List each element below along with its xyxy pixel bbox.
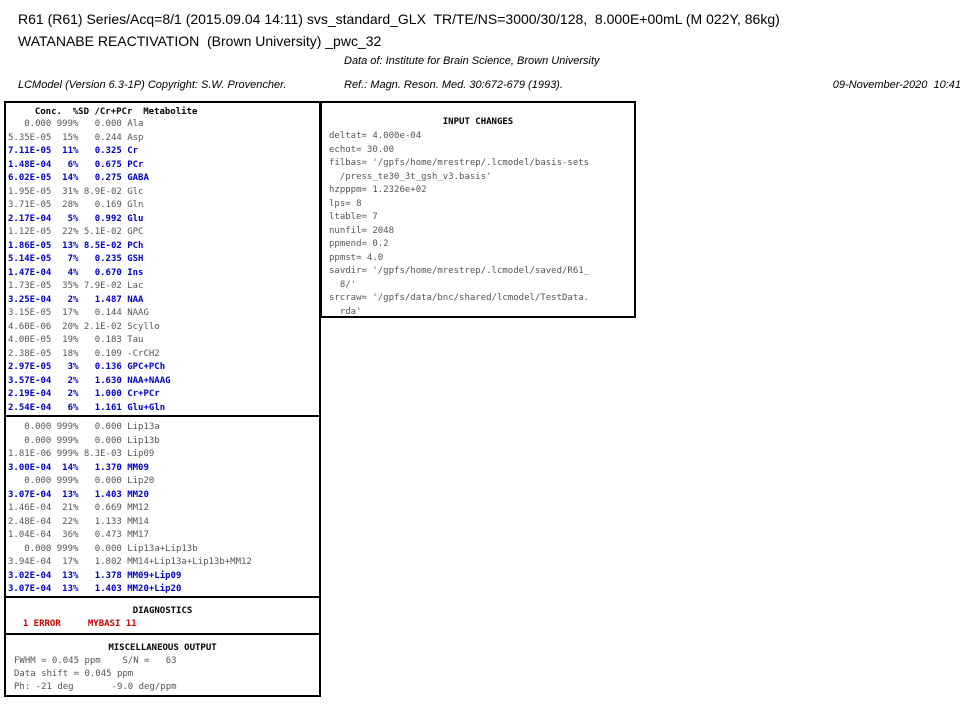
input-changes-title: INPUT CHANGES	[442, 117, 514, 127]
lipid-row: 1.81E-06 999% 8.3E-03 Lip09	[8, 449, 155, 459]
metabolite-row: 2.17E-04 5% 0.992 Glu	[8, 213, 144, 224]
metabolite-row: 1.48E-04 6% 0.675 PCr	[8, 159, 144, 170]
input-change-line: deltat= 4.000e-04	[329, 131, 422, 141]
lipid-row: 3.02E-04 13% 1.378 MM09+Lip09	[8, 570, 182, 581]
metabolite-row: 2.54E-04 6% 1.161 Glu+Gln	[8, 402, 166, 413]
input-changes-box	[320, 101, 636, 318]
lipid-row: 0.000 999% 0.000 Lip13a	[8, 422, 160, 432]
input-change-line: ppmst= 4.0	[329, 252, 384, 263]
lipid-row: 0.000 999% 0.000 Lip20	[8, 476, 155, 486]
lipid-row: 3.94E-04 17% 1.802 MM14+Lip13a+Lip13b+MM12	[8, 557, 252, 567]
lipid-row: 3.00E-04 14% 1.370 MM09	[8, 462, 149, 473]
metabolite-row: 0.000 999% 0.000 Ala	[8, 119, 144, 129]
metabolite-row: 3.71E-05 28% 0.169 Gln	[8, 200, 144, 210]
lipid-row: 3.07E-04 13% 1.403 MM20+Lip20	[8, 584, 182, 594]
misc-output-title: MISCELLANEOUS OUTPUT	[108, 643, 217, 653]
input-change-line: nunfil= 2048	[329, 225, 395, 236]
metabolite-row: 1.73E-05 35% 7.9E-02 Lac	[8, 281, 144, 291]
concentration-table	[4, 101, 321, 417]
data-source: Data of: Institute for Brain Science, Brown University	[344, 55, 600, 67]
metabolite-row: 6.02E-05 14% 0.275 GABA	[8, 173, 149, 183]
metabolite-row: 5.14E-05 7% 0.235 GSH	[8, 254, 144, 264]
report-title-line2: WATANABE REACTIVATION (Brown University) _pwc_32	[18, 33, 382, 49]
lipid-macromolecule-table	[4, 415, 321, 598]
misc-line: Data shift = 0.045 ppm	[14, 669, 134, 679]
input-change-line: filbas= '/gpfs/home/mrestrep/.lcmodel/basis-sets	[329, 158, 590, 168]
input-change-line: /press_te30_3t_gsh_v3.basis'	[329, 171, 492, 182]
metabolite-row: 4.60E-06 20% 2.1E-02 Scyllo	[8, 321, 160, 332]
lcmodel-copyright: LCModel (Version 6.3-1P) Copyright: S.W. Provencher.	[18, 79, 287, 91]
diagnostics-error: 1 ERROR MYBASI 11	[12, 619, 137, 629]
input-change-line: lps= 8	[329, 198, 362, 209]
metabolite-row: 3.57E-04 2% 1.630 NAA+NAAG	[8, 375, 171, 386]
concentration-table-header: Conc. %SD /Cr+PCr Metabolite	[24, 107, 198, 117]
input-change-line: srcraw= '/gpfs/data/bnc/shared/lcmodel/TestData.	[329, 293, 590, 303]
metabolite-row: 1.47E-04 4% 0.670 Ins	[8, 267, 144, 278]
metabolite-row: 2.97E-05 3% 0.136 GPC+PCh	[8, 362, 166, 372]
input-change-line: ltable= 7	[329, 212, 378, 222]
metabolite-row: 1.12E-05 22% 5.1E-02 GPC	[8, 227, 144, 237]
misc-line: Ph: -21 deg -9.0 deg/ppm	[14, 682, 177, 692]
diagnostics-box	[4, 596, 321, 635]
input-change-line: hzpppm= 1.2326e+02	[329, 185, 427, 195]
input-change-line: savdir= '/gpfs/home/mrestrep/.lcmodel/saved/R61_	[329, 266, 590, 276]
metabolite-row: 1.95E-05 31% 8.9E-02 Glc	[8, 186, 144, 197]
lipid-row: 0.000 999% 0.000 Lip13b	[8, 435, 160, 446]
input-change-line: ppmend= 0.2	[329, 239, 389, 249]
input-change-line: 8/'	[329, 279, 357, 290]
misc-output-box	[4, 633, 321, 697]
input-change-line: echot= 30.00	[329, 144, 395, 155]
metabolite-row: 2.38E-05 18% 0.109 -CrCH2	[8, 348, 160, 359]
diagnostics-title: DIAGNOSTICS	[132, 606, 193, 616]
lipid-row: 2.48E-04 22% 1.133 MM14	[8, 516, 149, 527]
metabolite-row: 1.86E-05 13% 8.5E-02 PCh	[8, 240, 144, 251]
metabolite-row: 3.25E-04 2% 1.487 NAA	[8, 294, 144, 305]
lipid-row: 0.000 999% 0.000 Lip13a+Lip13b	[8, 543, 198, 554]
lipid-row: 1.46E-04 21% 0.669 MM12	[8, 503, 149, 513]
misc-line: FWHM = 0.045 ppm S/N = 63	[14, 656, 177, 666]
lipid-row: 1.04E-04 36% 0.473 MM17	[8, 530, 149, 540]
metabolite-row: 7.11E-05 11% 0.325 Cr	[8, 146, 139, 156]
report-date: 09-November-2020 10:41	[832, 79, 961, 91]
input-change-line: rda'	[329, 306, 362, 317]
metabolite-row: 2.19E-04 2% 1.000 Cr+PCr	[8, 389, 160, 399]
reference: Ref.: Magn. Reson. Med. 30:672-679 (1993).	[344, 79, 563, 91]
lipid-row: 3.07E-04 13% 1.403 MM20	[8, 489, 149, 500]
metabolite-row: 3.15E-05 17% 0.144 NAAG	[8, 308, 149, 318]
metabolite-row: 5.35E-05 15% 0.244 Asp	[8, 132, 144, 143]
report-title-line1: R61 (R61) Series/Acq=8/1 (2015.09.04 14:11) svs_standard_GLX TR/TE/NS=3000/30/128, 8.000E+00mL (M 022Y, 86kg)	[18, 11, 780, 27]
metabolite-row: 4.00E-05 19% 0.183 Tau	[8, 335, 144, 345]
